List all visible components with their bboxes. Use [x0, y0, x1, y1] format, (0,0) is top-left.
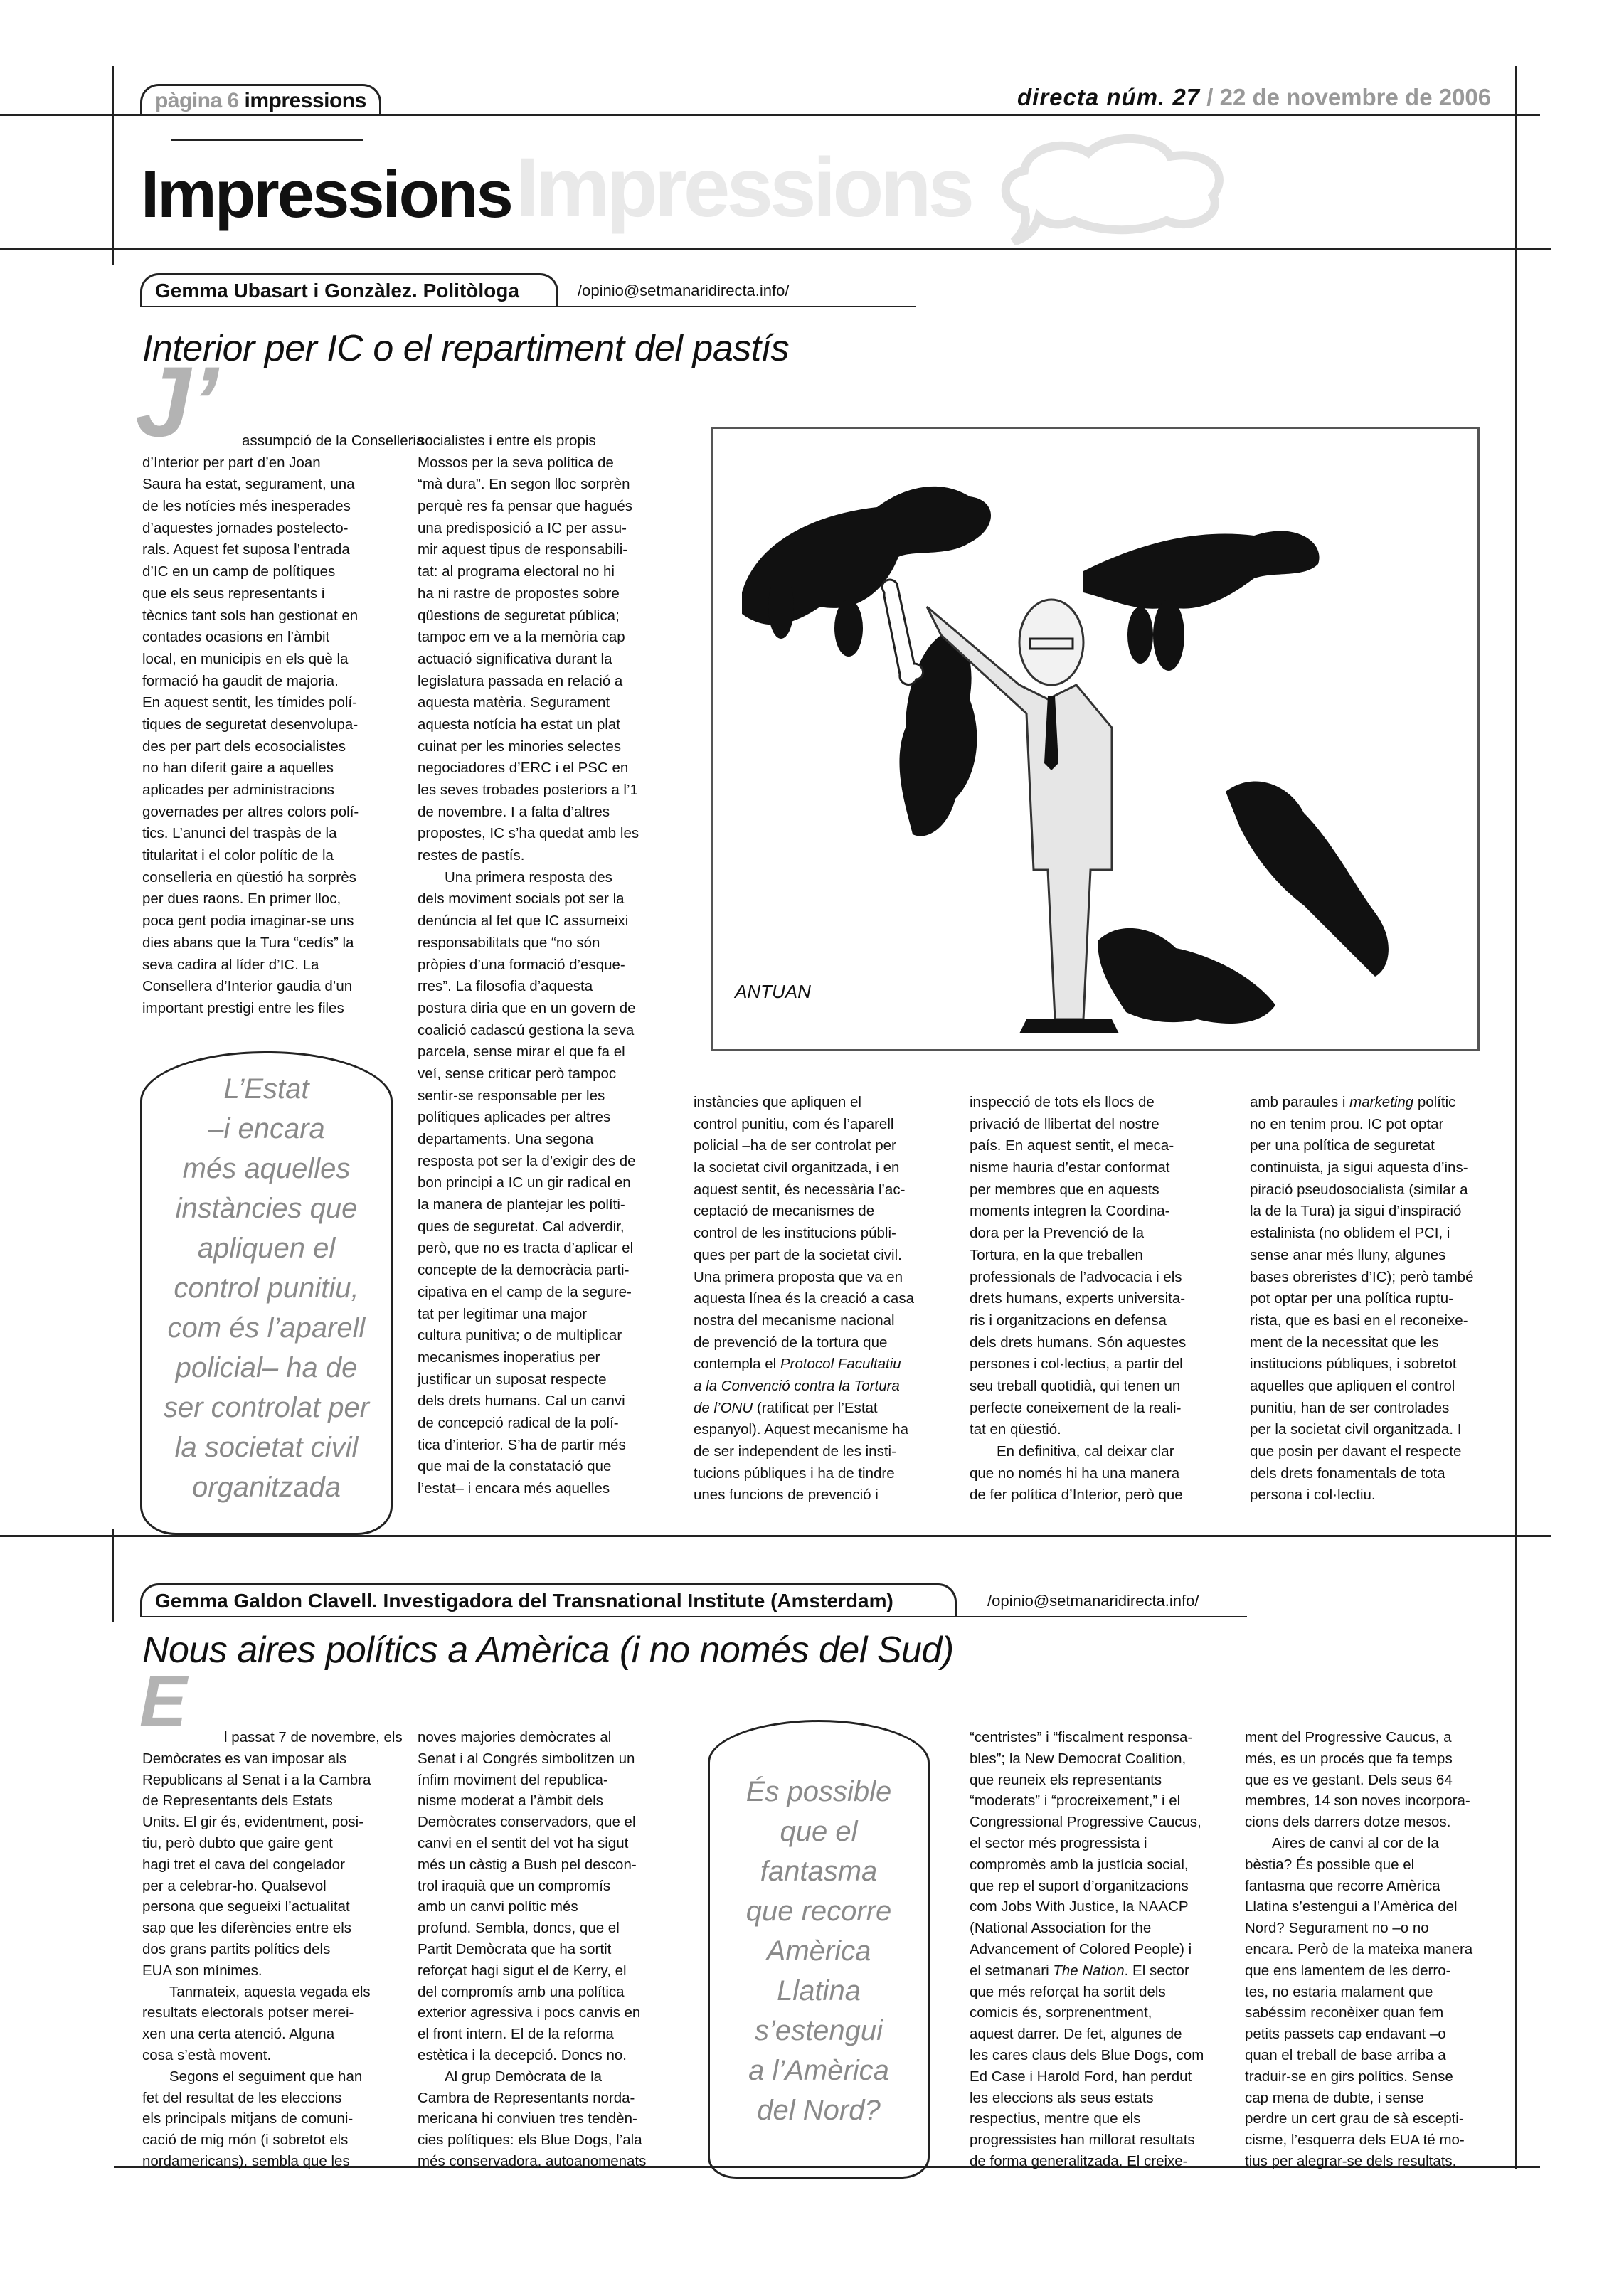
text-line: EUA son mínimes.: [142, 1962, 262, 1979]
text-line: policial –ha de ser controlat per: [694, 1137, 896, 1154]
text-line: ha ni rastre de propostes sobre: [418, 585, 620, 602]
text-line: profund. Sembla, doncs, que el: [418, 1920, 620, 1937]
text-line: dels drets humans. Cal un canvi: [418, 1393, 625, 1410]
text-line: l passat 7 de novembre, els: [224, 1729, 403, 1745]
text-line: comicis és, sorprenentment,: [970, 2004, 1152, 2021]
text-line: la de la Tura) ja sigui d’inspiració: [1250, 1203, 1462, 1220]
text-line: Tanmateix, aquesta vegada els: [169, 1983, 371, 2000]
text-line: ris i organitzacions en defensa: [970, 1312, 1167, 1329]
text-line: però, que no es tracta d’aplicar el: [418, 1240, 634, 1257]
text-line: Segons el seguiment que han: [169, 2068, 363, 2085]
text-run: (ratificat per l’Estat: [753, 1399, 878, 1416]
pull-quote-line: del Nord?: [757, 2095, 881, 2126]
text-line: cosa s’està movent.: [142, 2046, 272, 2063]
text-line: Senat i al Congrés simbolitzen un: [418, 1750, 635, 1767]
text-line: “mà dura”. En segon lloc sorprèn: [418, 476, 630, 493]
text-line: denúncia al fet que IC assumeixi: [418, 913, 629, 930]
text-line: ment de la necessitat que les: [1250, 1334, 1439, 1351]
text-line: coalició cadascú gestiona la seva: [418, 1021, 635, 1038]
text-line: nisme hauria d’estar conformat: [970, 1159, 1170, 1176]
article-2-pull-quote: [708, 1720, 930, 2179]
text-line: dels drets fonamentals de tota: [1250, 1465, 1445, 1482]
text-line: traduir-se en girs polítics. Sense: [1245, 2068, 1453, 2085]
text-line: perfecte coneixement de la reali-: [970, 1399, 1182, 1416]
text-line: justificar un suposat respecte: [418, 1371, 607, 1388]
text-line: cions dels darrers dotze mesos.: [1245, 1814, 1451, 1831]
text-line: del compromís amb una política: [418, 1983, 625, 2000]
text-line: ques per part de la societat civil.: [694, 1246, 902, 1263]
text-line: pot optar per una política ruptu-: [1250, 1290, 1454, 1307]
text-line: concepte de la democràcia parti-: [418, 1262, 630, 1279]
text-line: bèstia? És possible que el: [1245, 1856, 1415, 1873]
text-line: drets humans, experts universita-: [970, 1290, 1186, 1307]
text-line: que posin per davant el respecte: [1250, 1443, 1462, 1460]
article-2-column-2: [418, 1727, 670, 2172]
text-line: aquesta notícia ha estat un plat: [418, 716, 620, 733]
text-line: dels moviment socials pot ser la: [418, 891, 625, 908]
text-line: mericana hi conviuen tres tendèn-: [418, 2110, 637, 2127]
text-line: [694, 1398, 946, 1420]
text-line: punitiu, han de ser controlades: [1250, 1399, 1450, 1416]
text-line: com Jobs With Justice, la NAACP: [970, 1898, 1189, 1915]
text-line: tucions públiques i ha de tindre: [694, 1465, 895, 1482]
text-line: Una primera proposta que va en: [694, 1268, 903, 1285]
text-line: pròpies d’una formació d’esque-: [418, 956, 625, 973]
text-line: per dues raons. En primer lloc,: [142, 891, 341, 908]
page-section-tab: [140, 84, 381, 115]
text-line: que els seus representants i: [142, 585, 325, 602]
text-line: En definitiva, cal deixar clar: [997, 1443, 1174, 1460]
text-line: Partit Demòcrata que ha sortit: [418, 1940, 612, 1957]
text-line: que més reforçat ha sortit dels: [970, 1983, 1166, 2000]
text-line: “centristes” i “fiscalment responsa-: [970, 1729, 1193, 1745]
pull-quote-line: ser controlat per: [163, 1392, 370, 1423]
text-line: de les notícies més inesperades: [142, 498, 351, 515]
text-line: cies polítiques: els Blue Dogs, l’ala: [418, 2132, 642, 2149]
text-line: contades ocasions en l’àmbit: [142, 629, 330, 646]
text-line: Demòcrates es van imposar als: [142, 1750, 347, 1767]
text-line: cisme, l’esquerra dels EUA té mo-: [1245, 2132, 1465, 2149]
text-line: aquelles que apliquen el control: [1250, 1377, 1455, 1394]
text-line: cuinat per les minories selectes: [418, 738, 621, 755]
article-1-headline: Interior per IC o el repartiment del pastís: [142, 328, 790, 369]
pull-quote-line: com és l’aparell: [167, 1312, 366, 1344]
text-line: perdre un cert grau de sà escepti-: [1245, 2110, 1464, 2127]
pull-quote-line: És possible: [745, 1776, 892, 1807]
text-line: Llatina s’estengui a l’Amèrica del: [1245, 1898, 1458, 1915]
text-line: dels drets humans. Són aquestes: [970, 1334, 1187, 1351]
text-line: polítiques aplicades per altres: [418, 1109, 611, 1126]
text-line: persona que segueixi l’actualitat: [142, 1898, 350, 1915]
text-line: la manera de plantejar les políti-: [418, 1196, 625, 1213]
pull-quote-line: que recorre: [745, 1896, 892, 1927]
text-line: estalinista (no oblidem el PCI, i: [1250, 1225, 1450, 1242]
text-line: quan el treball de base arriba a: [1245, 2046, 1446, 2063]
text-line: nordamericans), sembla que les: [142, 2152, 350, 2169]
text-line: dora per la Prevenció de la: [970, 1225, 1145, 1242]
section-title: Impressions: [141, 156, 511, 231]
text-line: “moderats” i “procreixement,” i el: [970, 1792, 1181, 1809]
text-line: més, es un procés que fa temps: [1245, 1750, 1453, 1767]
text-line: ques de seguretat. Cal adverdir,: [418, 1218, 625, 1235]
article-1-column-2: [418, 430, 670, 1500]
text-line: d’aquestes jornades postelecto-: [142, 519, 349, 536]
text-line: tiu, però dubto que gaire gent: [142, 1834, 333, 1851]
text-line: assumpció de la Conselleria: [242, 432, 425, 449]
text-line: trol iraquià que un compromís: [418, 1877, 611, 1894]
text-line: de novembre. I a falta d’altres: [418, 803, 610, 820]
text-line: Cambra de Representants norda-: [418, 2089, 635, 2106]
text-line: persona i col·lectiu.: [1250, 1487, 1376, 1504]
text-line: que es ve gestant. Dels seus 64: [1245, 1771, 1453, 1788]
text-line: rals. Aquest fet suposa l’entrada: [142, 541, 350, 558]
text-line: aquest sentit, és necessària l’ac-: [694, 1181, 906, 1198]
pull-quote-line: a l’Amèrica: [748, 2055, 889, 2086]
article-1-pull-quote: [140, 1051, 393, 1535]
text-line: aquesta matèria. Segurament: [418, 694, 610, 711]
text-line: més un càstig a Bush pel descon-: [418, 1856, 637, 1873]
text-line: país. En aquest sentit, el meca-: [970, 1137, 1174, 1154]
text-line: formació ha gaudit de majoria.: [142, 672, 339, 689]
text-line: tius per alegrar-se dels resultats.: [1245, 2152, 1457, 2169]
text-line: d’IC en un camp de polítiques: [142, 563, 336, 580]
article-2-headline: Nous aires polítics a Amèrica (i no només del Sud): [142, 1630, 954, 1671]
text-line: els principals mitjans de comuni-: [142, 2110, 354, 2127]
text-line: que ens lamentem de les derro-: [1245, 1962, 1451, 1979]
article-2-drop-cap: E: [139, 1662, 187, 1741]
text-line: socialistes i entre els propis: [418, 432, 596, 449]
article-1-column-3: [694, 1092, 946, 1506]
text-line: dies abans que la Tura “cedís” la: [142, 934, 354, 951]
text-line: cipativa en el camp de la segure-: [418, 1283, 632, 1300]
text-line: departaments. Una segona: [418, 1131, 594, 1147]
author-name: Gemma Ubasart i Gonzàlez. Politòloga: [155, 280, 519, 302]
pull-quote-line: s’estengui: [754, 2015, 883, 2046]
text-line: resultats electorals potser merei-: [142, 2004, 354, 2021]
text-run: amb paraules i: [1250, 1094, 1350, 1110]
text-line: tampoc em ve a la memòria cap: [418, 629, 625, 646]
text-line: ínfim moviment del republica-: [418, 1771, 608, 1788]
text-line: conselleria en qüestió ha sorprès: [142, 868, 356, 886]
italic-text: marketing: [1349, 1094, 1414, 1110]
text-line: piració pseudosocialista (similar a: [1250, 1181, 1468, 1198]
speech-bubble-icon: [996, 132, 1238, 245]
article-2-byline: [140, 1583, 957, 1616]
text-run: contempla el: [694, 1356, 780, 1373]
text-line: petits passets cap endavant –o: [1245, 2026, 1446, 2043]
text-line: continuista, ja sigui aquesta d’ins-: [1250, 1159, 1468, 1176]
text-line: aquesta línea és la creació a casa: [694, 1290, 914, 1307]
text-line: aplicades per administracions: [142, 782, 335, 798]
text-line: [694, 1376, 946, 1398]
article-1-column-5: [1250, 1092, 1502, 1506]
text-line: instàncies que apliquen el: [694, 1094, 861, 1110]
text-line: més conservadora, autoanomenats: [418, 2152, 647, 2169]
text-line: inspecció de tots els llocs de: [970, 1094, 1155, 1110]
cartoon-signature: ANTUAN: [735, 981, 811, 1002]
text-line: privació de llibertat del nostre: [970, 1115, 1159, 1132]
article-2-column-3: [970, 1727, 1222, 2172]
text-line: per una política de seguretat: [1250, 1137, 1435, 1154]
text-line: Aires de canvi al cor de la: [1272, 1834, 1439, 1851]
byline-rule: [140, 1616, 1247, 1617]
text-line: que rep el suport d’organitzacions: [970, 1877, 1189, 1894]
author-name: Gemma Galdon Clavell. Investigadora del Transnational Institute (Amsterdam): [155, 1590, 893, 1612]
italic-text: Protocol Facultatiu: [780, 1356, 901, 1373]
text-line: sense anar més lluny, algunes: [1250, 1246, 1446, 1263]
text-line: Mossos per la seva política de: [418, 454, 614, 471]
text-line: les seves trobades posteriors a l’1: [418, 782, 638, 798]
text-line: negociadores d’ERC i el PSC en: [418, 760, 629, 777]
text-line: Demòcrates conservadors, que el: [418, 1814, 636, 1831]
text-line: nostra del mecanisme nacional: [694, 1312, 895, 1329]
text-line: veí, sense criticar però tampoc: [418, 1065, 617, 1082]
text-line: tica d’interior. S’ha de partir més: [418, 1436, 626, 1453]
text-line: una predisposició a IC per assu-: [418, 519, 627, 536]
text-line: resposta pot ser la d’exigir des de: [418, 1152, 636, 1169]
left-margin-rule: [112, 66, 114, 265]
text-line: cació de mig món (i sobretot els: [142, 2132, 349, 2149]
issue-number: directa núm. 27: [1017, 84, 1201, 110]
text-line: de Representants dels Estats: [142, 1792, 333, 1809]
text-line: tics. L’anunci del traspàs de la: [142, 825, 337, 842]
section-title-watermark: Impressions: [516, 141, 972, 235]
pull-quote-line: fantasma: [760, 1856, 878, 1887]
text-line: [1250, 1092, 1502, 1114]
text-line: sabéssim reconèixer quan fem: [1245, 2004, 1444, 2021]
text-line: restes de pastís.: [418, 847, 525, 864]
text-line: Advancement of Colored People) i: [970, 1940, 1192, 1957]
dog-icon: [1083, 531, 1320, 671]
byline-rule: [140, 306, 916, 307]
text-line: [694, 1354, 946, 1376]
pull-quote-line: que el: [780, 1816, 858, 1847]
text-line: reforçat hagi sigut el de Kerry, el: [418, 1962, 627, 1979]
pull-quote-line: Llatina: [777, 1975, 861, 2007]
text-line: per membres que en aquests: [970, 1181, 1159, 1198]
text-line: per a celebrar-ho. Qualsevol: [142, 1877, 327, 1894]
text-line: l’estat– i encara més aquelles: [418, 1480, 610, 1497]
text-line: encara. Però de la mateixa manera: [1245, 1940, 1473, 1957]
text-line: la societat civil organitzada, i en: [694, 1159, 900, 1176]
pull-quote-line: instàncies que: [175, 1193, 358, 1224]
issue-date: 22 de novembre de 2006: [1219, 84, 1492, 110]
article-1-byline: [140, 273, 558, 306]
article-2-email-link[interactable]: /opinio@setmanaridirecta.info/: [987, 1592, 1199, 1610]
text-line: no en tenim prou. IC pot optar: [1250, 1115, 1444, 1132]
text-line: parcela, sense mirar el que fa el: [418, 1043, 625, 1061]
pull-quote-line: L’Estat: [223, 1073, 309, 1105]
editorial-cartoon: [711, 427, 1480, 1051]
section-name: impressions: [244, 89, 366, 112]
text-line: actuació significativa durant la: [418, 650, 612, 667]
pull-quote-line: la societat civil: [174, 1432, 359, 1463]
text-run: polític: [1413, 1094, 1456, 1110]
text-line: que mai de la constatació que: [418, 1458, 612, 1475]
text-line: tat per legitimar una major: [418, 1305, 588, 1322]
text-line: fet del resultat de les eleccions: [142, 2089, 342, 2106]
pull-quote-line: apliquen el: [197, 1233, 336, 1264]
text-line: compromès amb la justícia social,: [970, 1856, 1189, 1873]
text-line: progressistes han millorat resultats: [970, 2132, 1195, 2149]
text-line: poca gent podia imaginar-se uns: [142, 913, 354, 930]
text-line: sap que les diferències entre els: [142, 1920, 352, 1937]
text-line: espanyol). Aquest mecanisme ha: [694, 1421, 908, 1438]
text-line: hagi tret el cava del congelador: [142, 1856, 345, 1873]
text-line: que reuneix els representants: [970, 1771, 1162, 1788]
text-line: membres, 14 son noves incorpora-: [1245, 1792, 1470, 1809]
text-line: Nord? Segurament no –o no: [1245, 1920, 1429, 1937]
title-rule: [0, 248, 1551, 250]
text-line: bases obreristes d’IC); però també: [1250, 1268, 1474, 1285]
text-line: el sector més progressista i: [970, 1834, 1147, 1851]
pull-quote-line: organitzada: [191, 1472, 341, 1503]
article-1-column-4: [970, 1092, 1222, 1506]
text-line: persones i col·lectius, a partir del: [970, 1356, 1183, 1373]
text-line: ment del Progressive Caucus, a: [1245, 1729, 1452, 1745]
right-margin-rule: [1515, 66, 1517, 2169]
article-2-column-4: [1245, 1727, 1501, 2172]
article-2-column-1: [142, 1727, 403, 2172]
text-line: governades per altres colors polí-: [142, 803, 359, 820]
text-line: Ed Case i Harold Ford, han perdut: [970, 2068, 1192, 2085]
text-line: legislatura passada en relació a: [418, 672, 623, 689]
text-line: nisme moderat a l’àmbit dels: [418, 1792, 603, 1809]
text-line: tiques de seguretat desenvolupa-: [142, 716, 359, 733]
pull-quote-line: policial– ha de: [175, 1352, 358, 1383]
text-line: seva cadira al líder d’IC. La: [142, 956, 319, 973]
article-separator-rule: [0, 1535, 1551, 1537]
italic-text: The Nation: [1053, 1962, 1125, 1979]
text-line: propostes, IC s’ha quedat amb les: [418, 825, 639, 842]
text-line: Consellera d’Interior gaudia d’un: [142, 978, 353, 995]
text-line: el front intern. El de la reforma: [418, 2026, 614, 2043]
italic-text: de l’ONU: [694, 1399, 753, 1416]
text-line: bles”; la New Democrat Coalition,: [970, 1750, 1187, 1767]
text-line: sentir-se responsable per les: [418, 1087, 605, 1104]
text-line: control de les institucions públi-: [694, 1225, 896, 1242]
text-line: En aquest sentit, les tímides polí-: [142, 694, 357, 711]
text-line: control punitiu, com és l’aparell: [694, 1115, 894, 1132]
text-line: Congressional Progressive Caucus,: [970, 1814, 1201, 1831]
bone-icon: [882, 580, 923, 684]
text-run: el setmanari: [970, 1962, 1054, 1979]
text-line: les eleccions als seus estats: [970, 2089, 1154, 2106]
text-line: perquè res fa pensar que hagués: [418, 498, 633, 515]
text-line: d’Interior per part d’en Joan: [142, 454, 321, 471]
text-line: unes funcions de prevenció i: [694, 1487, 879, 1504]
text-line: rres”. La filosofia d’aquesta: [418, 978, 593, 995]
text-line: tat: al programa electoral no hi: [418, 563, 615, 580]
text-line: Units. El gir és, evidentment, posi-: [142, 1814, 364, 1831]
text-line: mir aquest tipus de responsabili-: [418, 541, 628, 558]
pull-quote-line: Amèrica: [766, 1935, 871, 1967]
article-1-email-link[interactable]: /opinio@setmanaridirecta.info/: [578, 282, 790, 299]
text-line: cultura punitiva; o de multiplicar: [418, 1327, 622, 1344]
text-line: fantasma que recorre Amèrica: [1245, 1877, 1440, 1894]
article-1-drop-cap: J’: [135, 346, 218, 457]
text-line: xen una certa atenció. Alguna: [142, 2026, 335, 2043]
text-line: titularitat i el color polític de la: [142, 847, 334, 864]
text-line: de forma generalitzada. El creixe-: [970, 2152, 1188, 2169]
pull-quote-line: control punitiu,: [174, 1272, 359, 1304]
text-line: (National Association for the: [970, 1920, 1152, 1937]
text-line: institucions públiques, i sobretot: [1250, 1356, 1457, 1373]
text-line: de prevenció de la tortura que: [694, 1334, 888, 1351]
text-line: cap mena de dubte, i sense: [1245, 2089, 1424, 2106]
text-line: per la societat civil organitzada. I: [1250, 1421, 1462, 1438]
text-line: tat en qüestió.: [970, 1421, 1061, 1438]
text-line: canvi en el sentit del vot ha sigut: [418, 1834, 629, 1851]
text-line: les cares claus dels Blue Dogs, com: [970, 2046, 1204, 2063]
title-short-rule: [171, 139, 363, 141]
masthead: [1017, 84, 1491, 111]
pull-quote-line: –i encara: [208, 1113, 325, 1144]
dog-icon: [1098, 928, 1275, 1024]
text-line: noves majories demòcrates al: [418, 1729, 612, 1745]
text-line: tècnics tant sols han gestionat en: [142, 607, 359, 624]
article-1-column-1: [142, 430, 425, 1020]
text-line: dos grans partits polítics dels: [142, 1940, 331, 1957]
text-line: moments integren la Coordina-: [970, 1203, 1170, 1220]
text-line: Al grup Demòcrata de la: [445, 2068, 603, 2085]
cartoon-illustration: [713, 429, 1477, 1049]
text-line: professionals de l’advocacia i els: [970, 1268, 1182, 1285]
text-line: no han diferit gaire a aquelles: [142, 760, 334, 777]
text-line: des per part dels ecosocialistes: [142, 738, 346, 755]
dog-icon: [1226, 782, 1389, 977]
date-separator: /: [1206, 84, 1214, 110]
text-line: Republicans al Senat i a la Cambra: [142, 1771, 371, 1788]
text-line: amb un canvi polític més: [418, 1898, 578, 1915]
left-margin-rule-lower: [112, 1529, 114, 1622]
text-line: ceptació de mecanismes de: [694, 1203, 875, 1220]
text-line: estètica i la decepció. Doncs no.: [418, 2046, 627, 2063]
text-line: de fer política d’Interior, però que: [970, 1487, 1183, 1504]
text-line: de concepció radical de la polí-: [418, 1414, 619, 1431]
text-line: respectius, mentre que els: [970, 2110, 1141, 2127]
page-number: pàgina 6: [155, 89, 239, 112]
text-line: [970, 1960, 1222, 1982]
text-line: postura diria que en un govern de: [418, 999, 636, 1016]
text-line: que no només hi ha una manera: [970, 1465, 1180, 1482]
text-line: Una primera resposta des: [445, 868, 612, 886]
italic-text: a la Convenció contra la Tortura: [694, 1377, 900, 1394]
text-line: bon principi a IC un gir radical en: [418, 1174, 631, 1191]
text-line: local, en municipis en els què la: [142, 650, 349, 667]
text-line: important prestigi entre les files: [142, 999, 344, 1016]
text-line: qüestions de seguretat pública;: [418, 607, 620, 624]
text-line: tes, no estaria malament que: [1245, 1983, 1433, 2000]
text-line: rista, que es basi en el reconeixe-: [1250, 1312, 1468, 1329]
text-line: Tortura, en la que treballen: [970, 1246, 1143, 1263]
text-line: responsabilitats que “no són: [418, 934, 600, 951]
text-run: . El sector: [1124, 1962, 1189, 1979]
text-line: exterior agressiva i pocs canvis en: [418, 2004, 641, 2021]
text-line: seu treball quotidià, qui tenen un: [970, 1377, 1181, 1394]
text-line: de ser independent de les insti-: [694, 1443, 896, 1460]
text-line: Saura ha estat, segurament, una: [142, 476, 355, 493]
text-line: mecanismes inoperatius per: [418, 1349, 600, 1366]
text-line: aquest darrer. De fet, algunes de: [970, 2026, 1182, 2043]
pull-quote-line: més aquelles: [182, 1153, 351, 1184]
